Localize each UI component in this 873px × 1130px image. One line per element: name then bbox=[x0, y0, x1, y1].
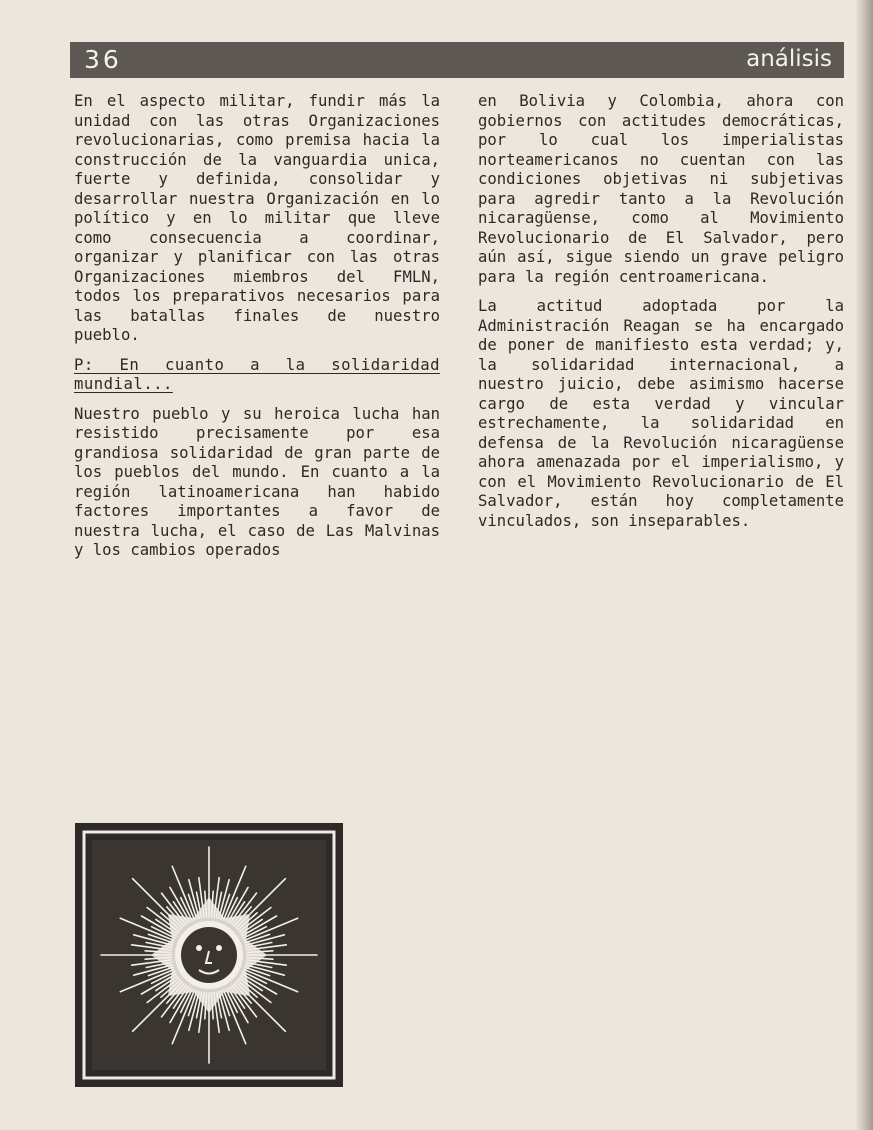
page-number: 36 bbox=[84, 45, 122, 74]
left-text-column bbox=[74, 92, 440, 571]
right-text-column bbox=[478, 92, 844, 541]
section-title: análisis bbox=[746, 46, 832, 72]
interview-question: P: En cuanto a la solidaridad mundial... bbox=[74, 355, 440, 393]
page-edge-shadow bbox=[855, 0, 873, 1130]
page-header-bar bbox=[70, 42, 844, 78]
paragraph-solidarity: Nuestro pueblo y su heroica lucha han resistido precisamente por esa grandiosa solidaridad de gran parte de los pueblos del mundo. En cuanto a la región latinoamericana han habido factores importantes a favor de nuestra lucha, el caso de Las Malvinas y los cambios operados bbox=[74, 404, 440, 559]
sun-woodcut-icon bbox=[75, 823, 343, 1087]
sun-woodcut-illustration bbox=[75, 823, 343, 1087]
paragraph-military: En el aspecto militar, fundir más la unidad con las otras Organizaciones revolucionarias, como premisa hacia la construcción de la vanguardia unica, fuerte y definida, consolidar y desarrollar nuestra Organización en lo político y en lo militar que lleve como consecuencia a coordinar, organizar y planificar con las otras Organizaciones miembros del FMLN, todos los preparativos necesarios para las batallas finales de nuestro pueblo. bbox=[74, 92, 440, 344]
paragraph-bolivia-colombia: en Bolivia y Colombia, ahora con gobiernos con actitudes democráticas, por lo cual los imperialistas norteamericanos no cuentan con las condiciones objetivas ni subjetivas para agredir tanto a la Revolución nicaragüense, como al Movimiento Revolucionario de El Salvador, pero aún así, sigue siendo un grave peligro para la región centroamericana. bbox=[478, 92, 844, 286]
paragraph-reagan: La actitud adoptada por la Administración Reagan se ha encargado de poner de manifiesto esta verdad; y, la solidaridad internacional, a nuestro juicio, debe asimismo hacerse cargo de esta verdad y vincular estrechamente, la solidaridad en defensa de la Revolución nicaragüense ahora amenazada por el imperialismo, y con el Movimiento Revolucionario de El Salvador, están hoy completamente vinculados, son inseparables. bbox=[478, 297, 844, 530]
